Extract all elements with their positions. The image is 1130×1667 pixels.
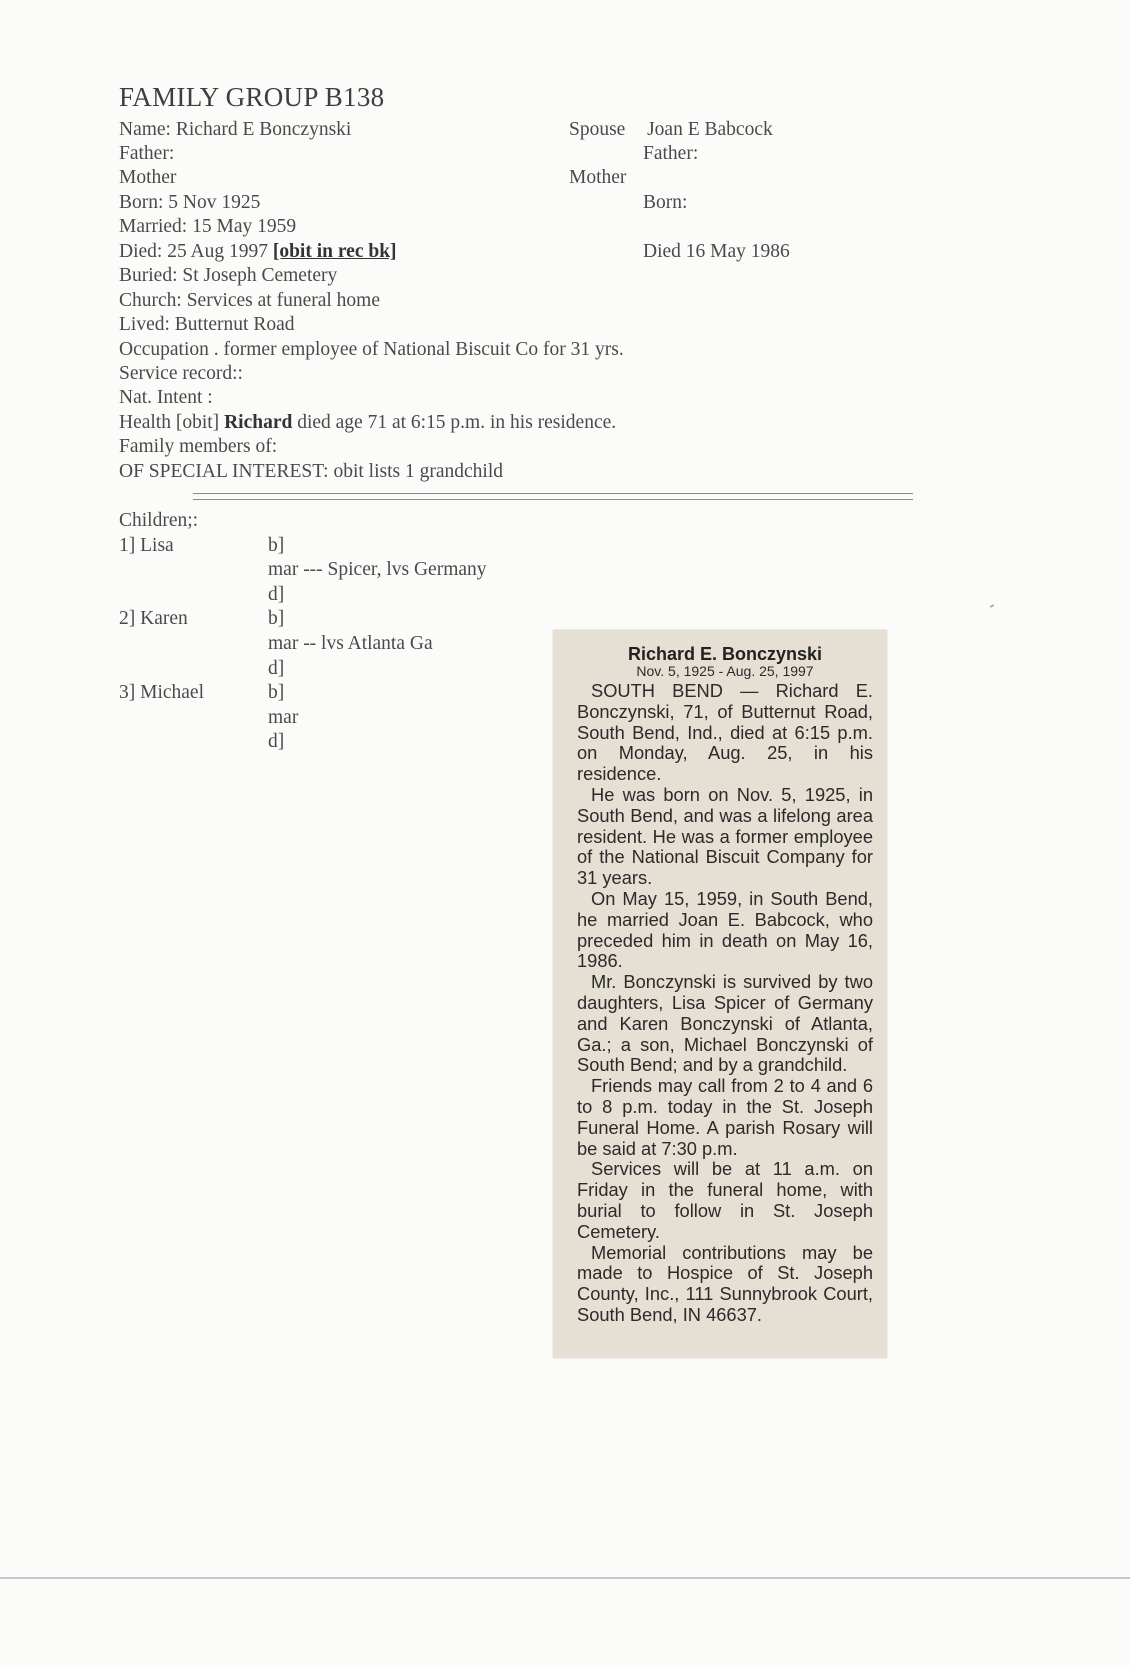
husband-lived-row (119, 313, 294, 337)
page-title: FAMILY GROUP B138 (119, 82, 385, 112)
child-born: b] (268, 682, 285, 703)
husband-church-row (119, 289, 380, 313)
obituary-clipping (553, 630, 887, 1358)
special-interest: obit lists 1 grandchild (333, 461, 503, 482)
husband-lived: Butternut Road (174, 314, 295, 335)
children-label: Children;: (119, 510, 199, 531)
husband-born: 5 Nov 1925 (168, 192, 261, 213)
child-died: d] (268, 658, 285, 679)
husband-married-row (119, 215, 296, 239)
husband-father-label: Father: (119, 143, 175, 164)
lived-label: Lived: (119, 314, 170, 335)
husband-died-row (119, 240, 397, 264)
married-label: Married: (119, 216, 188, 237)
husband-mother-label: Mother (119, 167, 177, 188)
service-record-label: Service record:: (119, 363, 243, 384)
obituary-paragraph: Services will be at 11 a.m. on Friday in the funeral home, with burial to follow in St. Joseph Cemetery. (577, 1158, 873, 1242)
child-died: d] (268, 584, 285, 605)
obituary-paragraph: Memorial contributions may be made to Hospice of St. Joseph County, Inc., 111 Sunnybrook Court, South Bend, IN 46637. (577, 1241, 873, 1325)
child-name: 2] Karen (119, 608, 188, 629)
child-married: mar (268, 707, 299, 728)
obituary-paragraph: Mr. Bonczynski is survived by two daughters, Lisa Spicer of Germany and Karen Bonczynski of Atlanta, Ga.; a son, Michael Bonczynski of South Bend; and by a grandchild. (577, 971, 873, 1076)
child-name: 1] Lisa (119, 535, 174, 556)
obituary-paragraph: He was born on Nov. 5, 1925, in South Bend, and was a lifelong area resident. He was a former employee of the National Biscuit Company for 31 years. (577, 783, 873, 889)
scan-edge-line (0, 1577, 1130, 1579)
name-label: Name: (119, 119, 171, 140)
family-members-label: Family members of: (119, 436, 278, 457)
spouse-father-label: Father: (643, 143, 699, 164)
child-born: b] (268, 608, 285, 629)
husband-occupation: former employee of National Biscuit Co for 31 yrs. (223, 339, 624, 360)
spouse-died: 16 May 1986 (685, 241, 790, 262)
husband-name: Richard E Bonczynski (175, 119, 352, 140)
husband-born-row (119, 191, 260, 215)
husband-buried: St Joseph Cemetery (182, 265, 338, 286)
husband-church: Services at funeral home (186, 290, 380, 311)
occupation-label: Occupation . (119, 339, 219, 360)
obituary-paragraph: SOUTH BEND — Richard E. Bonczynski, 71, of Butternut Road, South Bend, Ind., died at 6:15 p.m. on Monday, Aug. 25, in his residence. (577, 680, 873, 785)
buried-label: Buried: (119, 265, 178, 286)
special-label: OF SPECIAL INTEREST: (119, 461, 329, 482)
spouse-died-row (643, 240, 790, 264)
spouse-died-label: Died (643, 241, 681, 262)
obituary-text (577, 644, 873, 1326)
obituary-paragraph: On May 15, 1959, in South Bend, he married Joan E. Babcock, who preceded him in death on May 16, 1986. (577, 887, 873, 972)
child-died: d] (268, 731, 285, 752)
spouse-mother-label: Mother (569, 167, 627, 188)
husband-name-row (119, 118, 351, 142)
husband-married: 15 May 1959 (192, 216, 297, 237)
husband-occupation-row (119, 338, 624, 362)
child-married: mar -- lvs Atlanta Ga (268, 633, 433, 654)
spouse-label: Spouse (569, 119, 626, 140)
husband-health-row (119, 411, 616, 435)
child-name: 3] Michael (119, 682, 205, 703)
husband-buried-row (119, 264, 337, 288)
special-interest-row (119, 460, 503, 484)
obituary-dates: Nov. 5, 1925 - Aug. 25, 1997 (636, 663, 814, 679)
spouse-born-label: Born: (643, 192, 688, 213)
died-label: Died: (119, 241, 163, 262)
child-married: mar --- Spicer, lvs Germany (268, 559, 487, 580)
nat-intent-label: Nat. Intent : (119, 387, 213, 408)
husband-died: 25 Aug 1997 (167, 241, 268, 262)
obit-note: [obit in rec bk] (272, 241, 397, 262)
health-name: Richard (224, 412, 293, 433)
spouse-name: Joan E Babcock (647, 119, 773, 140)
health-label: Health [obit] (119, 412, 220, 433)
husband-health: died age 71 at 6:15 p.m. in his residence. (297, 412, 617, 433)
born-label: Born: (119, 192, 164, 213)
spouse-row (569, 118, 773, 142)
obituary-paragraph: Friends may call from 2 to 4 and 6 to 8 p.m. today in the St. Joseph Funeral Home. A parish Rosary will be said at 7:30 p.m. (577, 1075, 873, 1159)
ink-speck (990, 604, 994, 608)
church-label: Church: (119, 290, 182, 311)
obituary-name: Richard E. Bonczynski (627, 644, 823, 664)
separator-rule (193, 493, 913, 500)
child-born: b] (268, 535, 285, 556)
